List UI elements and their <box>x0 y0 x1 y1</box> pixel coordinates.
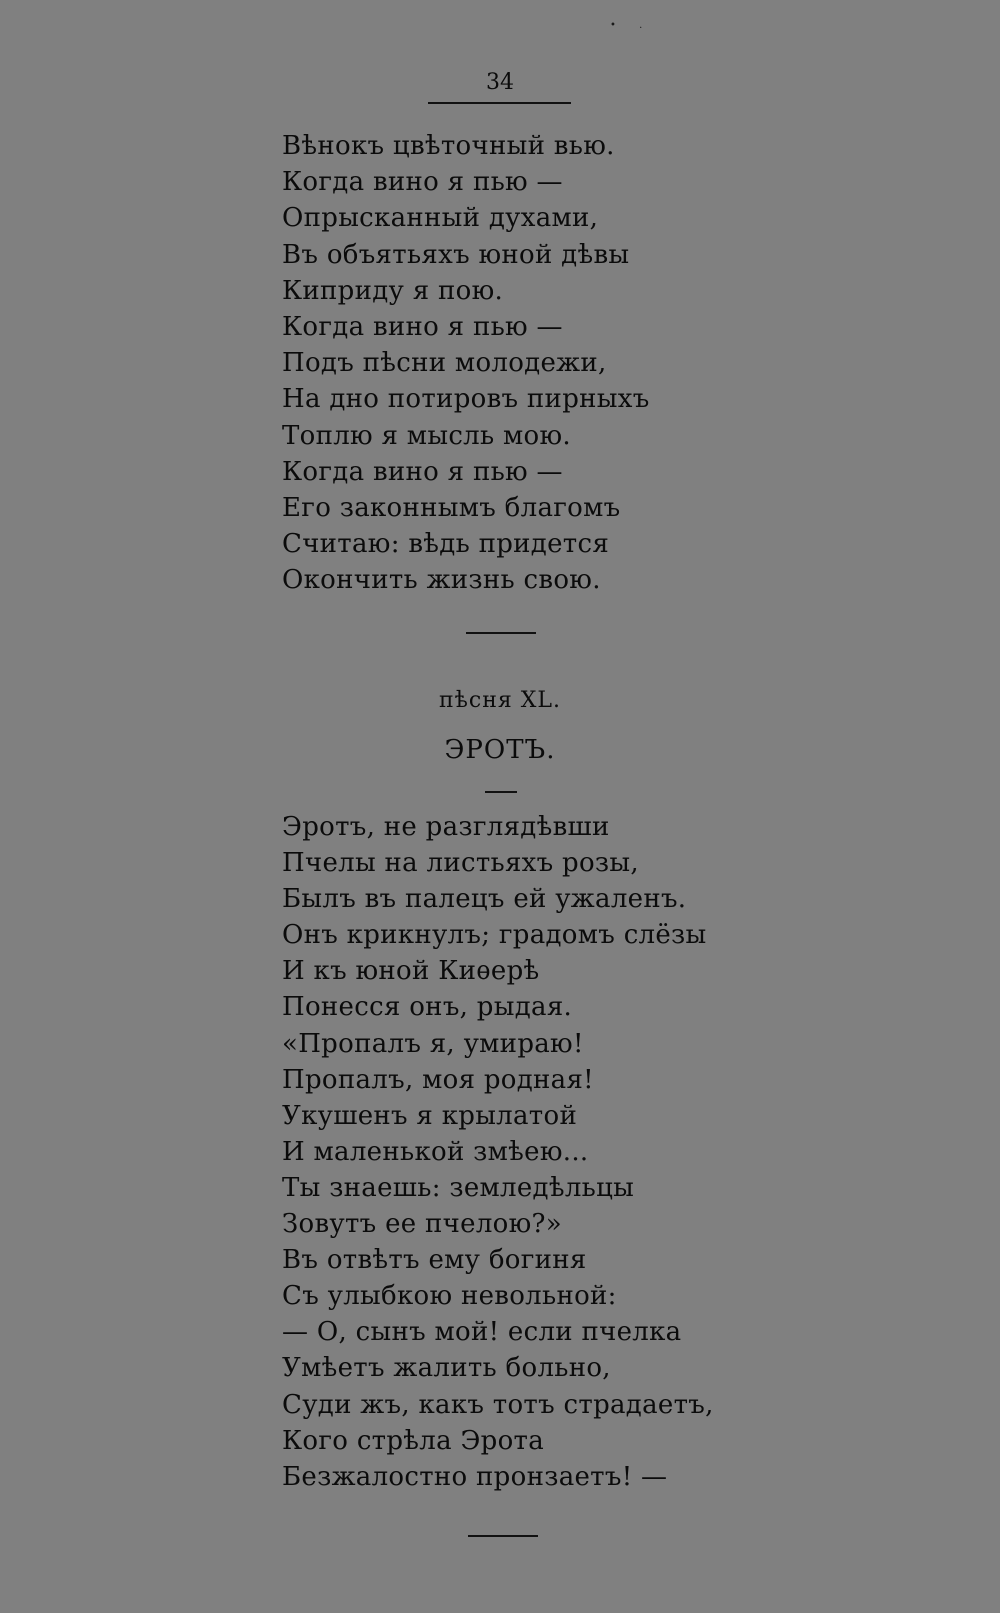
verse-line: Топлю я мысль мою. <box>282 420 572 451</box>
verse-line: И маленькой змѣею... <box>282 1136 589 1167</box>
verse-line: Въ отвѣтъ ему богиня <box>282 1245 587 1276</box>
verse-line: Когда вино я пью — <box>282 456 563 487</box>
song-number: пѣсня XL. <box>438 688 562 713</box>
page-number: 34 <box>486 70 514 95</box>
scan-specks: • . <box>610 20 653 31</box>
verse-line: Вѣнокъ цвѣточный вью. <box>282 131 615 161</box>
verse-line: Зовутъ ее пчелою?» <box>282 1209 562 1240</box>
verse-line: Укушенъ я крылатой <box>282 1100 578 1131</box>
verse-line: Былъ въ палецъ ей ужаленъ. <box>282 884 687 915</box>
verse-line: Суди жъ, какъ тотъ страдаетъ, <box>282 1389 714 1420</box>
verse-line: Онъ крикнулъ; градомъ слёзы <box>282 920 707 951</box>
verse-line: Когда вино я пью — <box>282 311 563 342</box>
verse-line: Ты знаешь: земледѣльцы <box>282 1172 635 1203</box>
section-separator <box>466 632 536 634</box>
end-separator <box>468 1535 538 1537</box>
verse-line: Его законнымъ благомъ <box>282 492 621 523</box>
verse-line: «Пропалъ я, умираю! <box>282 1028 584 1059</box>
verse-line: — О, сынъ мой! если пчелка <box>282 1317 682 1348</box>
header-rule <box>428 102 571 104</box>
verse-line: Киприду я пою. <box>282 275 504 306</box>
title-dash <box>485 791 517 793</box>
verse-line: Въ объятьяхъ юной дѣвы <box>282 239 630 270</box>
verse-line: Когда вино я пью — <box>282 167 563 198</box>
verse-line: Подъ пѣсни молодежи, <box>282 348 607 379</box>
song-verse <box>282 809 882 1495</box>
verse-line: Считаю: вѣдь придется <box>282 529 610 560</box>
verse-line: Окончить жизнь свою. <box>282 565 601 596</box>
verse-line: Кого стрѣла Эрота <box>282 1425 545 1456</box>
verse-line: Умѣетъ жалить больно, <box>282 1353 611 1384</box>
verse-line: Понесся онъ, рыдая. <box>282 992 573 1023</box>
verse-line: Безжалостно пронзаетъ! — <box>282 1461 668 1492</box>
stanza-continued <box>282 128 882 598</box>
verse-line: Эротъ, не разглядѣвши <box>282 812 610 842</box>
song-title: ЭРОТЪ. <box>444 735 556 765</box>
verse-line: Опрысканный духами, <box>282 203 599 234</box>
verse-line: Пропалъ, моя родная! <box>282 1064 594 1095</box>
verse-line: На дно потировъ пирныхъ <box>282 384 650 415</box>
verse-line: И къ юной Киѳерѣ <box>282 956 540 987</box>
verse-line: Пчелы на листьяхъ розы, <box>282 848 639 879</box>
verse-line: Съ улыбкою невольной: <box>282 1281 617 1312</box>
